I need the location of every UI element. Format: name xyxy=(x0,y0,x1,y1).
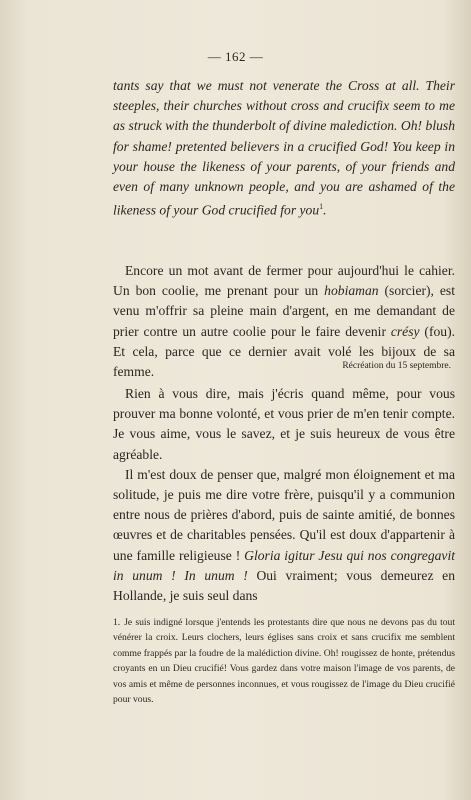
footnote xyxy=(113,615,455,707)
english-quote xyxy=(113,76,455,221)
footnote-reference: 1 xyxy=(319,202,324,212)
letter-body xyxy=(113,384,455,606)
paragraph-communion xyxy=(113,465,455,606)
english-quote-text: tants say that we must not venerate the Cross at all. Their steeples, their churches without cross and crucifix seem to me as struck with the thunderbolt of divine malediction. Oh! blush for shame! pretented believers in a crucified God! You keep in your house the likeness of your parents, of your friends and even of many unknown people, and you are ashamed of the likeness of your God crucified for you xyxy=(113,78,455,218)
footnote-number: 1. xyxy=(113,617,121,628)
page-number: — 162 — xyxy=(207,49,264,64)
footnote-text: Je suis indigné lorsque j'entends les protestants dire que nous ne devons pas du tout vénérer la croix. Leurs clochers, leurs églises sans croix et sans crucifix me semblent comme frappés par la foudre de la malédiction divine. Oh! rougissez de honte, prétendus croyants en un Dieu crucifié! Vous gardez dans votre maison l'image de vos parents, de vos amis et même de personnes inconnues, et vous rougissez de l'image du Dieu crucifié pour vous. xyxy=(113,617,455,706)
paragraph-text: (fou). Et cela, parce que ce dernier avait volé les bijoux de sa femme. xyxy=(113,323,455,380)
paragraph-greeting: Rien à vous dire, mais j'écris quand même, pour vous prouver ma bonne volonté, et vous prier de m'en tenir compte. Je vous aime, vous le savez, et je suis heureux de vous être agréable. xyxy=(113,386,455,462)
latin-quote: Gloria igitur Jesu qui nos congregavit in unum ! In unum ! xyxy=(113,547,455,583)
italic-term: hobiaman xyxy=(324,283,379,299)
section-dateline: Récréation du 15 septembre. xyxy=(342,361,451,371)
italic-term: crésy xyxy=(390,323,420,339)
paragraph-text: Encore un mot avant de fermer pour aujourd'hui le cahier. Un bon coolie, me prenant pour un xyxy=(113,263,455,299)
paragraph-text: (sorcier), est venu m'offrir sa pleine main d'argent, en me demandant de prier contre un autre coolie pour le faire devenir xyxy=(113,283,455,339)
english-quote-end: . xyxy=(323,202,327,218)
paragraph-text: Il m'est doux de penser que, malgré mon éloignement et ma solitude, je puis me dire votre frère, puisqu'il y a communion entre nous de prières d'abord, puis de sainte amitié, de bonnes œuvres et de charitables pensées. Qu'il est doux d'appartenir à une famille religieuse ! xyxy=(113,466,455,563)
paragraph-text: Oui vraiment; vous demeurez en Hollande, je suis seul dans xyxy=(113,567,455,604)
